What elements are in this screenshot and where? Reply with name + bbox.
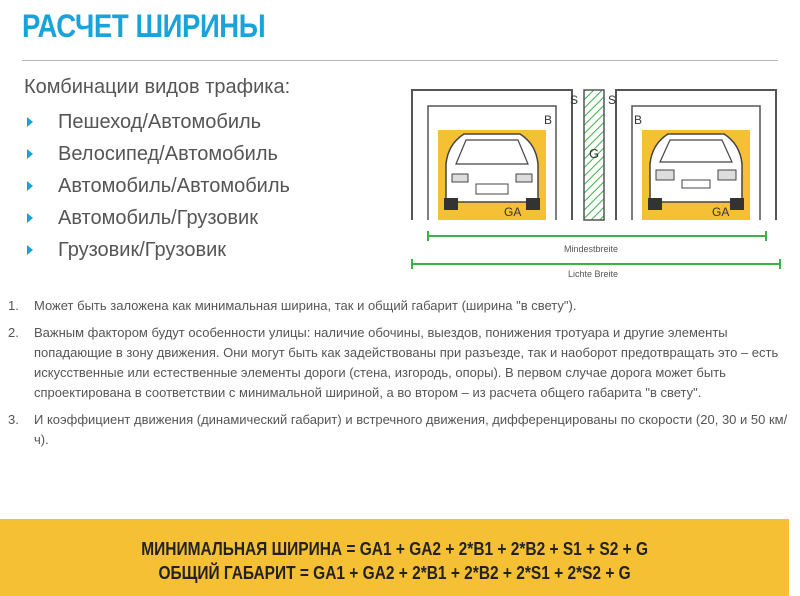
label-b-right: B xyxy=(634,113,643,127)
triangle-bullet-icon xyxy=(27,245,33,255)
note-item xyxy=(8,296,788,316)
min-width-formula-text: МИНИМАЛЬНАЯ ШИРИНА = GA1 + GA2 + 2*B1 + 2*B2 + S1 + S2 + G xyxy=(141,539,648,559)
title-divider xyxy=(22,60,778,61)
list-item-label: Велосипед/Автомобиль xyxy=(58,143,278,165)
total-width-formula-text: ОБЩИЙ ГАБАРИТ = GA1 + GA2 + 2*B1 + 2*B2 + 2*S1 + 2*S2 + G xyxy=(158,563,631,583)
list-item-label: Пешеход/Автомобиль xyxy=(58,111,262,133)
label-s-left: S xyxy=(570,93,579,107)
list-item xyxy=(24,202,290,234)
traffic-combinations-list xyxy=(24,106,290,266)
subtitle: Комбинации видов трафика: xyxy=(24,76,291,98)
width-diagram xyxy=(404,84,784,280)
list-item xyxy=(24,170,290,202)
label-g: G xyxy=(589,146,600,161)
label-s-right: S xyxy=(608,93,617,107)
page-title: РАСЧЕТ ШИРИНЫ xyxy=(22,8,266,44)
note-number: 1. xyxy=(8,298,19,313)
note-text: Может быть заложена как минимальная ширина, так и общий габарит (ширина "в свету"). xyxy=(34,298,577,313)
triangle-bullet-icon xyxy=(27,149,33,159)
label-ga-left: GA xyxy=(504,205,522,219)
list-item-label: Грузовик/Грузовик xyxy=(58,239,226,261)
list-item-label: Автомобиль/Грузовик xyxy=(58,207,258,229)
min-width-label: Mindestbreite xyxy=(564,244,619,254)
note-text: И коэффициент движения (динамический габарит) и встречного движения, дифференцированы по скорости (20, 30 и 50 км/ч). xyxy=(34,412,788,447)
car-front-icon xyxy=(444,134,540,210)
min-width-formula xyxy=(0,539,789,560)
note-number: 2. xyxy=(8,325,19,340)
note-text: Важным фактором будут особенности улицы: наличие обочины, выездов, понижения тротуара и другие элементы попадающие в зону движения. Они могут быть как задействованы при разъезде, так и наоборот предотвращать это – есть искусственные или естественные элементы дороги (стена, изгородь, опоры). В первом случае дорога может быть спроектирована в соответствии с минимальной шириной, а во втором – из расчета общего габарита "в свету". xyxy=(34,325,779,400)
clear-width-label: Lichte Breite xyxy=(568,269,619,279)
list-item xyxy=(24,234,290,266)
note-number: 3. xyxy=(8,412,19,427)
note-item xyxy=(8,410,788,450)
label-ga-right: GA xyxy=(712,205,730,219)
notes-list xyxy=(8,296,788,457)
car-rear-icon xyxy=(648,134,744,210)
triangle-bullet-icon xyxy=(27,213,33,223)
list-item xyxy=(24,106,290,138)
triangle-bullet-icon xyxy=(27,181,33,191)
triangle-bullet-icon xyxy=(27,117,33,127)
list-item-label: Автомобиль/Автомобиль xyxy=(58,175,290,197)
total-width-formula xyxy=(0,563,789,584)
list-item xyxy=(24,138,290,170)
label-b-left: B xyxy=(544,113,553,127)
note-item xyxy=(8,323,788,403)
